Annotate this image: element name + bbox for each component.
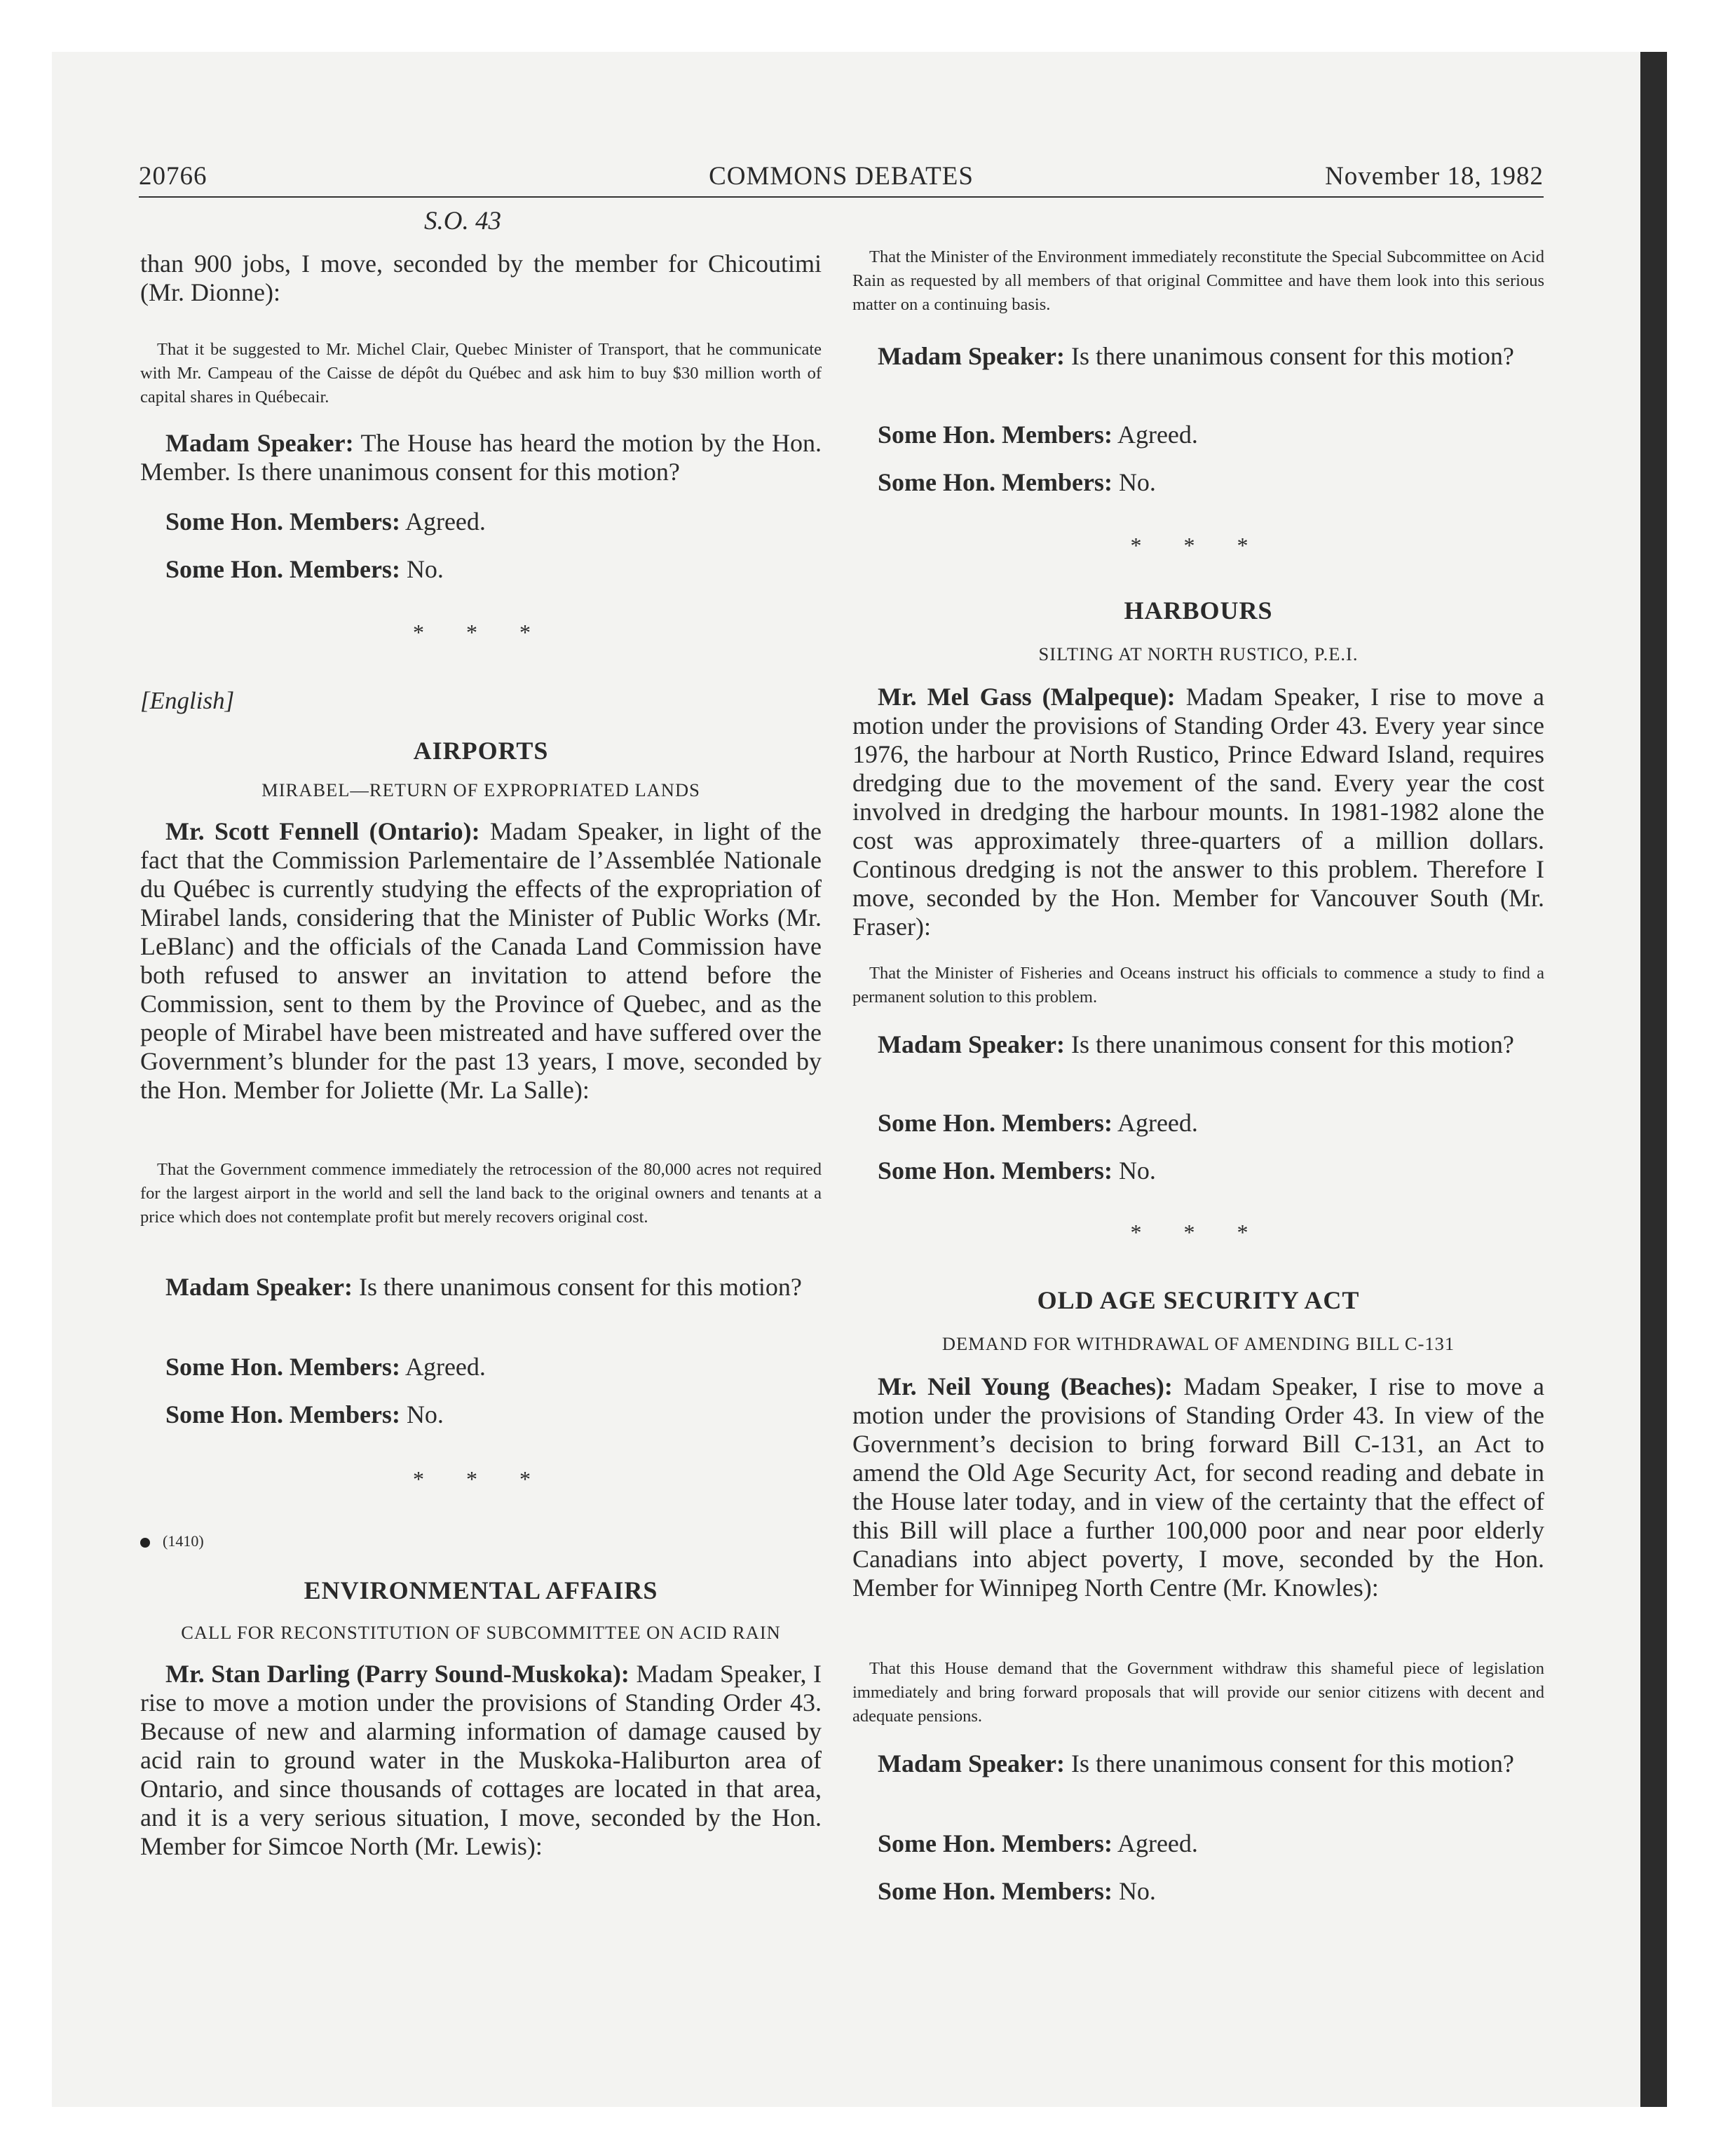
- speech-text: No.: [1112, 1157, 1156, 1185]
- speaker-name: Mr. Mel Gass (Malpeque):: [878, 683, 1176, 711]
- standing-order-label: S.O. 43: [424, 207, 501, 236]
- speech-text: Madam Speaker, I rise to move a motion under the provisions of Standing Order 43. Because of new and alarming information of damage caused by acid rain to ground water in the Muskoka-Haliburton area of Ontario, and since thousands of cottages are located in that area, and it is a very serious situation, I move, seconded by the Hon. Member for Simcoe North (Mr. Lewis):: [140, 1660, 822, 1860]
- continued-paragraph: than 900 jobs, I move, seconded by the member for Chicoutimi (Mr. Dionne):: [140, 250, 822, 306]
- speech-text: Agreed.: [400, 507, 486, 535]
- motion-text: That this House demand that the Government withdraw this shameful piece of legislation immediately and bring forward proposals that will provide our senior citizens with decent and adequate pensions.: [852, 1659, 1544, 1726]
- subsection-heading: SILTING AT NORTH RUSTICO, P.E.I.: [1038, 643, 1359, 664]
- speech-text: No.: [400, 1400, 444, 1428]
- speaker-name: Some Hon. Members:: [878, 1109, 1113, 1137]
- speaker-name: Madam Speaker:: [878, 1749, 1065, 1778]
- speaker-name: Some Hon. Members:: [878, 1829, 1113, 1857]
- members-response: [140, 1400, 822, 1429]
- speaker-name: Some Hon. Members:: [878, 421, 1113, 449]
- speaker-name: Some Hon. Members:: [878, 1157, 1113, 1185]
- members-response: [852, 468, 1544, 497]
- speech-paragraph: [852, 1030, 1544, 1059]
- speech-paragraph: [140, 817, 822, 1105]
- motion-text: That the Minister of Fisheries and Oceans instruct his officials to commence a study to find a permanent solution to this problem.: [852, 964, 1544, 1007]
- header-date: November 18, 1982: [1325, 162, 1544, 191]
- members-response: [852, 1109, 1544, 1138]
- speech-paragraph: [140, 1273, 822, 1302]
- speech-text: Is there unanimous consent for this motion?: [1064, 1030, 1514, 1058]
- bullet-icon: [140, 1538, 150, 1548]
- speech-text: Madam Speaker, I rise to move a motion under the provisions of Standing Order 43. Every year since 1976, the harbour at North Rustico, Prince Edward Island, requires dredging due to the movement of the sand. Every year the cost involved in dredging the harbour mounts. In 1981-1982 alone the cost was approximately three-quarters of a million dollars. Continous dredging is not the answer to this problem. Therefore I move, seconded by the Hon. Member for Vancouver South (Mr. Fraser):: [852, 683, 1544, 941]
- speech-text: Is there unanimous consent for this motion?: [1064, 342, 1514, 370]
- subsection-heading: CALL FOR RECONSTITUTION OF SUBCOMMITTEE ON ACID RAIN: [181, 1622, 781, 1643]
- speaker-name: Some Hon. Members:: [165, 1400, 400, 1428]
- section-separator: * * *: [1130, 533, 1267, 558]
- section-heading: AIRPORTS: [413, 737, 549, 765]
- members-response: [852, 1829, 1544, 1858]
- speech-text: No.: [400, 555, 444, 583]
- speech-paragraph: [852, 342, 1544, 371]
- members-response: [852, 421, 1544, 449]
- speaker-name: Mr. Stan Darling (Parry Sound-Muskoka):: [165, 1660, 630, 1688]
- motion-text: That the Government commence immediately the retrocession of the 80,000 acres not required for the largest airport in the world and sell the land back to the original owners and tenants at a price which does not contemplate profit but merely recovers original cost.: [140, 1160, 822, 1227]
- section-separator: * * *: [1130, 1220, 1267, 1245]
- speech-text: No.: [1112, 468, 1156, 496]
- section-heading: OLD AGE SECURITY ACT: [1037, 1286, 1360, 1314]
- running-header: [139, 157, 1544, 198]
- motion-text: That the Minister of the Environment immediately reconstitute the Special Subcommittee on Acid Rain as requested by all members of that original Committee and have them look into this serious matter on a continuing basis.: [852, 247, 1544, 314]
- speech-paragraph: [852, 1749, 1544, 1778]
- speaker-name: Mr. Scott Fennell (Ontario):: [165, 817, 480, 845]
- speech-text: Agreed.: [1112, 1829, 1198, 1857]
- section-heading: ENVIRONMENTAL AFFAIRS: [304, 1576, 658, 1604]
- members-response: [852, 1877, 1544, 1906]
- speaker-name: Some Hon. Members:: [165, 1353, 400, 1381]
- speech-text: Madam Speaker, in light of the fact that the Commission Parlementaire de l’Assemblée Nationale du Québec is currently studying the effects of the expropriation of Mirabel lands, considering that the Minister of Public Works (Mr. LeBlanc) and the officials of the Canada Land Commission have both refused to answer an invitation to attend before the Commission, sent to them by the Province of Quebec, and as the people of Mirabel have been mistreated and have suffered over the Government’s blunder for the past 13 years, I move, seconded by the Hon. Member for Joliette (Mr. La Salle):: [140, 817, 822, 1104]
- speaker-name: Mr. Neil Young (Beaches):: [878, 1372, 1173, 1400]
- subsection-heading: DEMAND FOR WITHDRAWAL OF AMENDING BILL C-131: [941, 1333, 1455, 1354]
- speech-paragraph: [852, 683, 1544, 941]
- speaker-name: Madam Speaker:: [878, 342, 1065, 370]
- timestamp-marker: [140, 1532, 822, 1550]
- section-heading: HARBOURS: [1124, 596, 1273, 625]
- speaker-name: Madam Speaker:: [165, 429, 354, 457]
- members-response: [140, 555, 822, 584]
- publication-title: COMMONS DEBATES: [709, 162, 974, 191]
- section-separator: * * *: [413, 1466, 549, 1492]
- speech-paragraph: [852, 1372, 1544, 1602]
- speech-text: Agreed.: [400, 1353, 486, 1381]
- speaker-name: Some Hon. Members:: [165, 507, 400, 535]
- members-response: [852, 1157, 1544, 1185]
- speaker-name: Madam Speaker:: [878, 1030, 1065, 1058]
- speech-text: Is there unanimous consent for this motion?: [352, 1273, 802, 1301]
- speaker-name: Madam Speaker:: [165, 1273, 353, 1301]
- motion-text: That it be suggested to Mr. Michel Clair, Quebec Minister of Transport, that he communicate with Mr. Campeau of the Caisse de dépôt du Québec and ask him to buy $30 million worth of capital shares in Québecair.: [140, 340, 822, 407]
- speech-paragraph: [140, 1660, 822, 1861]
- speaker-name: Some Hon. Members:: [878, 468, 1113, 496]
- speaker-name: Some Hon. Members:: [165, 555, 400, 583]
- page-number: 20766: [139, 162, 207, 191]
- speech-text: Agreed.: [1112, 421, 1198, 449]
- members-response: [140, 1353, 822, 1381]
- speech-paragraph: [140, 429, 822, 486]
- speech-text: Is there unanimous consent for this motion?: [1064, 1749, 1514, 1778]
- section-separator: * * *: [413, 620, 549, 645]
- timestamp-text: (1410): [163, 1532, 204, 1550]
- speech-text: No.: [1112, 1877, 1156, 1905]
- binding-edge: [1640, 52, 1667, 2107]
- subsection-heading: MIRABEL—RETURN OF EXPROPRIATED LANDS: [261, 779, 700, 800]
- speech-text: The House has heard the motion by the Hon. Member. Is there unanimous consent for this motion?: [140, 429, 822, 486]
- speech-text: Madam Speaker, I rise to move a motion under the provisions of Standing Order 43. In view of the Government’s decision to bring forward Bill C-131, an Act to amend the Old Age Security Act, for second reading and debate in the House later today, and in view of the certainty that the effect of this Bill will place a further 100,000 poor and near poor elderly Canadians into abject poverty, I move, seconded by the Hon. Member for Winnipeg North Centre (Mr. Knowles):: [852, 1372, 1544, 1602]
- speaker-name: Some Hon. Members:: [878, 1877, 1113, 1905]
- speech-text: Agreed.: [1112, 1109, 1198, 1137]
- members-response: [140, 507, 822, 536]
- language-tag: [English]: [140, 687, 235, 714]
